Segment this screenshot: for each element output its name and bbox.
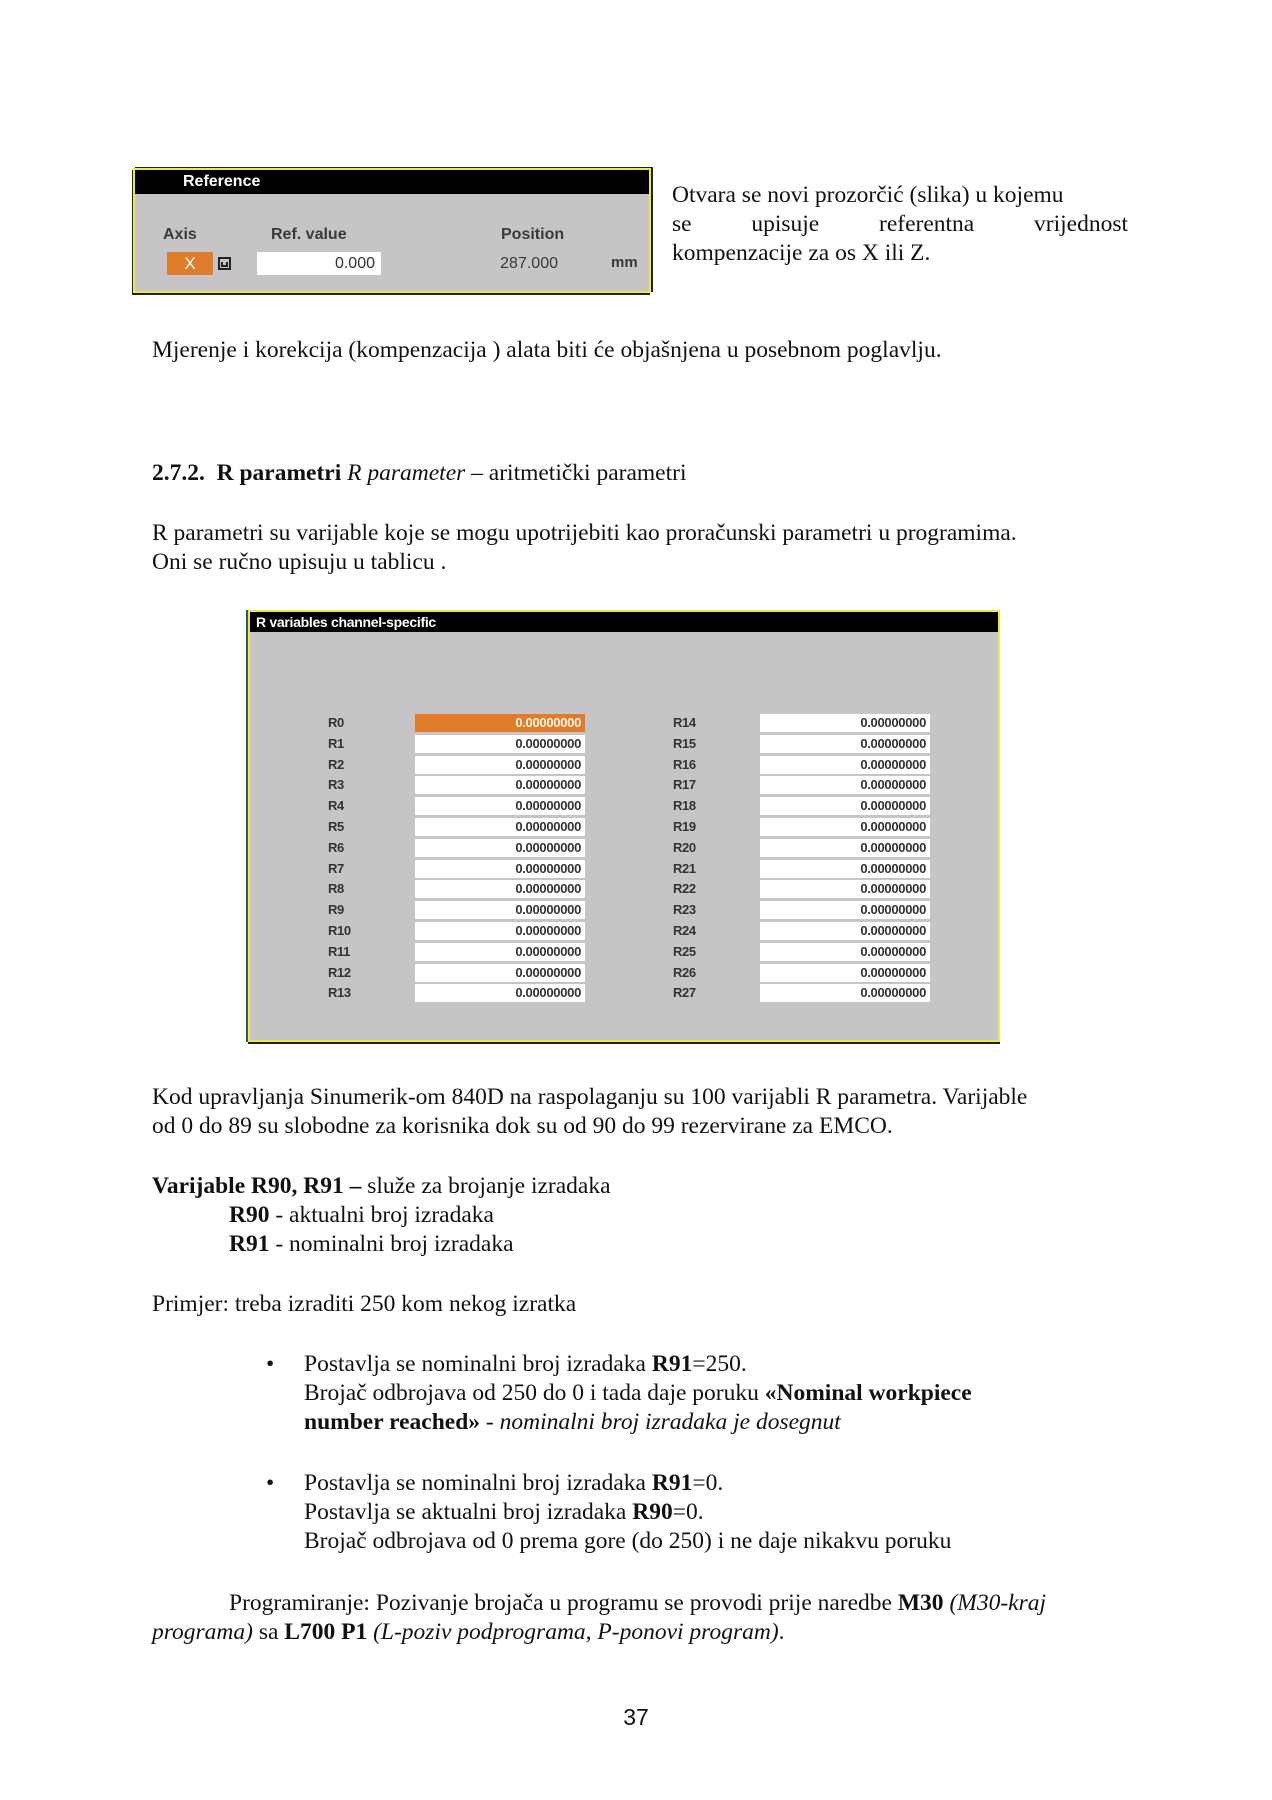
r-variable-row bbox=[328, 963, 588, 984]
r-variable-label: R27 bbox=[673, 985, 696, 1001]
r-variable-label: R17 bbox=[673, 777, 696, 793]
r-variable-input[interactable]: 0.00000000 bbox=[415, 756, 585, 774]
section-title-bold: R parametri bbox=[216, 460, 342, 486]
reference-window-title: Reference bbox=[135, 170, 649, 194]
r-variable-row bbox=[328, 942, 588, 963]
bullet-1-line-1 bbox=[304, 1350, 747, 1379]
r-variable-label: R23 bbox=[673, 902, 696, 918]
r-variable-input[interactable]: 0.00000000 bbox=[760, 984, 930, 1002]
r-variable-row bbox=[673, 796, 933, 817]
r-variable-label: R24 bbox=[673, 922, 696, 938]
counter-heading-rest: služe za brojanje izradaka bbox=[361, 1173, 611, 1199]
r-variable-row bbox=[328, 713, 588, 734]
r-variable-input[interactable]: 0.00000000 bbox=[415, 776, 585, 794]
r-variable-label: R6 bbox=[328, 839, 344, 855]
r-variable-row bbox=[673, 921, 933, 942]
text: Programiranje: Pozivanje brojača u programu se provodi prije naredbe bbox=[229, 1590, 898, 1616]
r-variable-label: R2 bbox=[328, 756, 344, 772]
text: =250. bbox=[692, 1351, 747, 1377]
r-variable-row bbox=[328, 796, 588, 817]
r-variable-row bbox=[673, 775, 933, 796]
example-text: Primjer: treba izraditi 250 kom nekog izratka bbox=[152, 1291, 577, 1317]
r-variable-row bbox=[673, 734, 933, 755]
r-variable-input[interactable]: 0.00000000 bbox=[415, 984, 585, 1002]
bullet-icon: • bbox=[266, 1470, 275, 1496]
bullet-2-line-1 bbox=[304, 1469, 723, 1498]
intro-word: upisuje bbox=[751, 211, 820, 237]
r-variable-label: R22 bbox=[673, 881, 696, 897]
r-variable-label: R5 bbox=[328, 818, 344, 834]
r-variable-row bbox=[673, 983, 933, 1004]
r-variable-row bbox=[328, 859, 588, 880]
r-variable-row bbox=[673, 859, 933, 880]
r-variable-label: R3 bbox=[328, 777, 344, 793]
r-variable-row bbox=[673, 963, 933, 984]
var-name: R90 bbox=[229, 1202, 270, 1228]
r-variable-input[interactable]: 0.00000000 bbox=[760, 756, 930, 774]
section-title-italic: R parameter bbox=[347, 460, 466, 486]
r-variable-label: R19 bbox=[673, 818, 696, 834]
r-variable-input[interactable]: 0.00000000 bbox=[760, 839, 930, 857]
axis-selector[interactable]: X bbox=[167, 252, 213, 275]
r-variable-label: R11 bbox=[328, 943, 350, 959]
r-variable-label: R15 bbox=[673, 735, 696, 751]
r-variable-row bbox=[673, 838, 933, 859]
var-desc: - aktualni broj izradaka bbox=[269, 1202, 494, 1228]
r-intro-line-2: Oni se ručno upisuju u tablicu . bbox=[152, 549, 447, 575]
position-label: Position bbox=[501, 226, 565, 243]
r-variable-label: R26 bbox=[673, 964, 696, 980]
counter-heading-bold: Varijable R90, R91 – bbox=[152, 1173, 362, 1199]
unit-label: mm bbox=[611, 254, 638, 271]
r-variable-label: R10 bbox=[328, 922, 351, 938]
section-title-rest: – aritmetički parametri bbox=[471, 460, 687, 486]
text: Postavlja se nominalni broj izradaka bbox=[304, 1470, 652, 1496]
section-heading bbox=[152, 459, 686, 488]
r-variable-input[interactable]: 0.00000000 bbox=[760, 714, 930, 732]
r-variable-input[interactable]: 0.00000000 bbox=[760, 860, 930, 878]
r-variable-input[interactable]: 0.00000000 bbox=[415, 964, 585, 982]
measure-note: Mjerenje i korekcija (kompenzacija ) alata biti će objašnjena u posebnom poglavlju. bbox=[152, 337, 942, 363]
bullet-2-line-2 bbox=[304, 1498, 704, 1527]
intro-word: se bbox=[672, 211, 692, 237]
r-variable-row bbox=[673, 755, 933, 776]
r-intro-line-1: R parametri su varijable koje se mogu upotrijebiti kao proračunski parametri u programima. bbox=[152, 520, 1017, 546]
var-desc: - nominalni broj izradaka bbox=[269, 1231, 514, 1257]
ref-value-label: Ref. value bbox=[271, 226, 347, 243]
r-variable-label: R1 bbox=[328, 735, 344, 751]
axis-toggle-icon[interactable] bbox=[218, 257, 231, 270]
r-variable-row bbox=[328, 734, 588, 755]
programming-line-1 bbox=[229, 1589, 1046, 1618]
text-bold: M30 bbox=[897, 1590, 944, 1616]
r-variable-label: R4 bbox=[328, 798, 344, 814]
r-variable-label: R16 bbox=[673, 756, 696, 772]
r-variable-label: R14 bbox=[673, 715, 696, 730]
r-variable-row bbox=[328, 879, 588, 900]
r-variable-row bbox=[673, 942, 933, 963]
text-italic: (L-poziv podprograma, P-ponovi program) bbox=[367, 1619, 779, 1645]
intro-line-3: kompenzacije za os X ili Z. bbox=[672, 240, 931, 266]
var-name: R91 bbox=[229, 1231, 270, 1257]
bullet-icon: • bbox=[266, 1351, 275, 1377]
r-variable-input[interactable]: 0.00000000 bbox=[415, 860, 585, 878]
r-variable-label: R12 bbox=[328, 964, 351, 980]
bullet-1-line-3 bbox=[304, 1408, 841, 1437]
r-variable-input[interactable]: 0.00000000 bbox=[760, 818, 930, 836]
r-variable-input[interactable]: 0.00000000 bbox=[760, 922, 930, 940]
r-variable-row bbox=[673, 817, 933, 838]
r-variable-label: R20 bbox=[673, 839, 696, 855]
r-variable-input[interactable]: 0.00000000 bbox=[760, 880, 930, 898]
r-variable-input[interactable]: 0.00000000 bbox=[415, 922, 585, 940]
text-bold: «Nominal workpiece bbox=[764, 1380, 972, 1406]
r-variable-input[interactable]: 0.00000000 bbox=[415, 797, 585, 815]
r-variable-label: R8 bbox=[328, 881, 344, 897]
r-variable-label: R9 bbox=[328, 902, 344, 918]
r-variable-label: R18 bbox=[673, 798, 696, 814]
r-variable-row bbox=[673, 879, 933, 900]
r-variable-row bbox=[328, 838, 588, 859]
r-variable-input[interactable]: 0.00000000 bbox=[760, 964, 930, 982]
reference-window bbox=[133, 168, 651, 293]
text: Postavlja se aktualni broj izradaka bbox=[304, 1499, 633, 1525]
text-bold: R91 bbox=[651, 1470, 693, 1496]
r-variable-row bbox=[328, 775, 588, 796]
r-variable-label: R21 bbox=[673, 860, 696, 876]
text-bold: R90 bbox=[632, 1499, 673, 1525]
text: =0. bbox=[672, 1499, 704, 1525]
r-left-column bbox=[328, 713, 588, 1004]
r-variable-input[interactable]: 0.00000000 bbox=[415, 818, 585, 836]
text: Postavlja se nominalni broj izradaka bbox=[304, 1351, 652, 1377]
text-bold: R91 bbox=[651, 1351, 693, 1377]
r-variable-row bbox=[673, 713, 933, 734]
r-variable-label: R25 bbox=[673, 943, 696, 959]
r-variable-input[interactable]: 0.00000000 bbox=[760, 776, 930, 794]
counter-var-r91 bbox=[229, 1230, 514, 1259]
r-variable-label: R13 bbox=[328, 985, 351, 1001]
r-variable-input[interactable]: 0.00000000 bbox=[760, 735, 930, 753]
bullet-2-line-3: Brojač odbrojava od 0 prema gore (do 250) i ne daje nikakvu poruku bbox=[304, 1528, 952, 1554]
r-variable-input[interactable]: 0.00000000 bbox=[415, 839, 585, 857]
position-value: 287.000 bbox=[500, 255, 558, 272]
page-number: 37 bbox=[623, 1704, 649, 1730]
r-variable-row bbox=[328, 921, 588, 942]
r-variable-label: R7 bbox=[328, 860, 344, 876]
r-variable-row bbox=[328, 755, 588, 776]
text: . bbox=[778, 1619, 785, 1645]
r-right-column bbox=[673, 713, 933, 1004]
text-bold: L700 P1 bbox=[284, 1619, 368, 1645]
text: Brojač odbrojava od 250 do 0 i tada daje poruku bbox=[304, 1380, 765, 1406]
text: - bbox=[480, 1409, 500, 1435]
r-variables-title: R variables channel-specific bbox=[250, 612, 998, 632]
r-variable-label: R0 bbox=[328, 715, 344, 730]
r-variable-row bbox=[673, 900, 933, 921]
text-italic: programa) bbox=[152, 1619, 253, 1645]
bullet-1-line-2 bbox=[304, 1379, 972, 1408]
r-variable-row bbox=[328, 817, 588, 838]
r-variable-input[interactable]: 0.00000000 bbox=[415, 735, 585, 753]
text: =0. bbox=[692, 1470, 724, 1496]
counter-var-r90 bbox=[229, 1201, 494, 1230]
text-italic: nominalni broj izradaka je dosegnut bbox=[499, 1409, 841, 1435]
text-bold: number reached» bbox=[304, 1409, 481, 1435]
programming-line-2 bbox=[152, 1618, 785, 1647]
r-variable-input[interactable]: 0.00000000 bbox=[415, 714, 585, 732]
r-variable-input[interactable]: 0.00000000 bbox=[415, 880, 585, 898]
r-variable-row bbox=[328, 900, 588, 921]
intro-line-2 bbox=[672, 210, 1128, 239]
r-variables-window bbox=[248, 610, 1000, 1042]
intro-word: referentna bbox=[879, 211, 975, 237]
text: sa bbox=[252, 1619, 285, 1645]
section-number: 2.7.2. bbox=[152, 460, 205, 486]
r-variable-row bbox=[328, 983, 588, 1004]
ref-value-input[interactable]: 0.000 bbox=[257, 252, 381, 275]
text-italic: (M30-kraj bbox=[943, 1590, 1047, 1616]
r-variable-input[interactable]: 0.00000000 bbox=[415, 943, 585, 961]
r-variable-input[interactable]: 0.00000000 bbox=[760, 797, 930, 815]
counter-vars-heading bbox=[152, 1172, 611, 1201]
sinumerik-line-1: Kod upravljanja Sinumerik-om 840D na raspolaganju su 100 varijabli R parametra. Varijable bbox=[152, 1084, 1028, 1110]
sinumerik-line-2: od 0 do 89 su slobodne za korisnika dok su od 90 do 99 rezervirane za EMCO. bbox=[152, 1113, 893, 1139]
axis-label: Axis bbox=[163, 226, 197, 243]
intro-word: vrijednost bbox=[1034, 211, 1128, 237]
r-variable-input[interactable]: 0.00000000 bbox=[760, 901, 930, 919]
intro-line-1: Otvara se novi prozorčić (slika) u kojemu bbox=[672, 182, 1064, 208]
r-variable-input[interactable]: 0.00000000 bbox=[415, 901, 585, 919]
r-variable-input[interactable]: 0.00000000 bbox=[760, 943, 930, 961]
